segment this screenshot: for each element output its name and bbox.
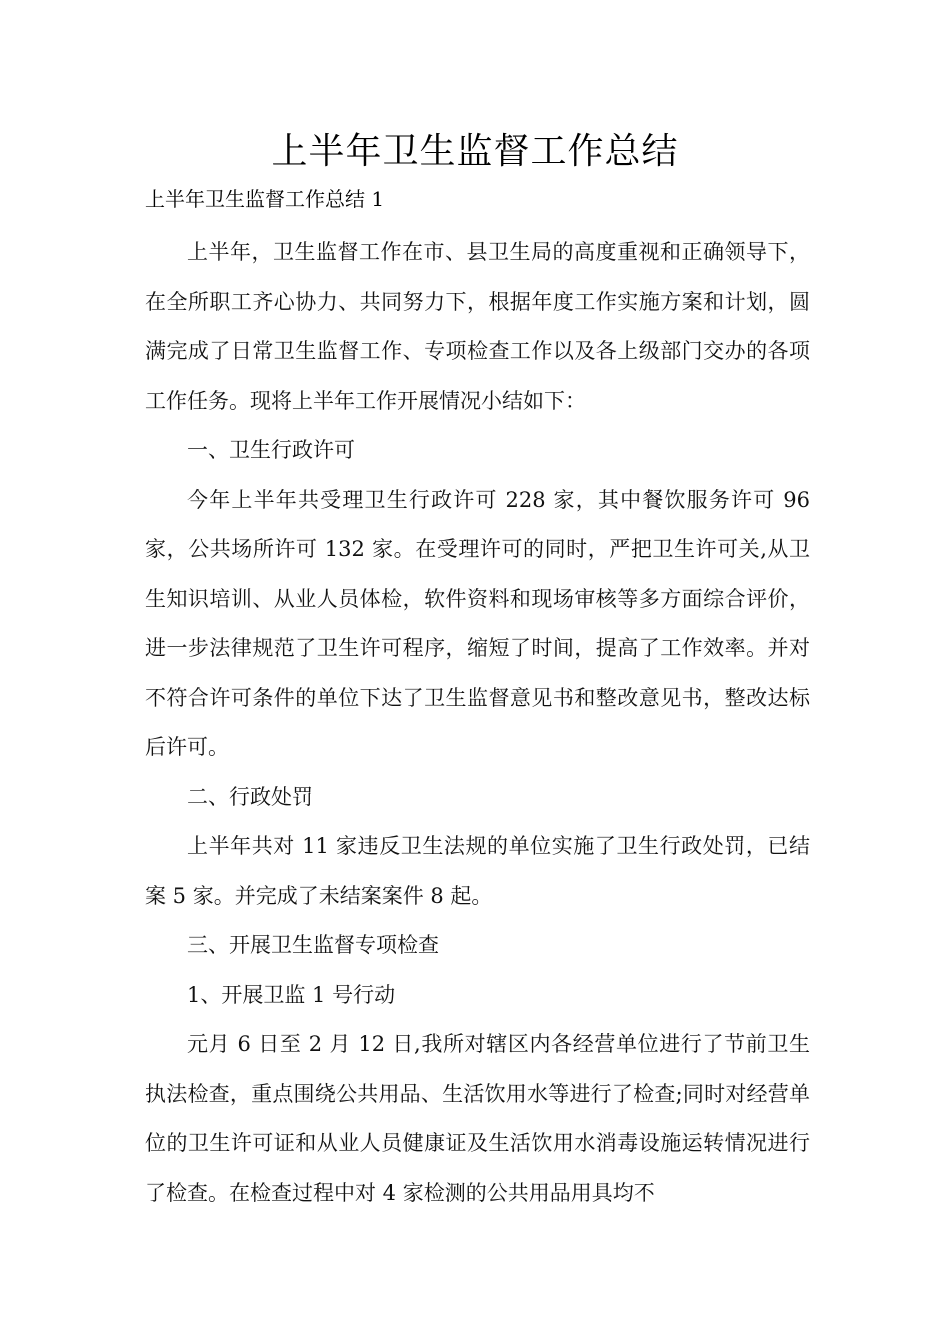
section-heading-penalty: 二、行政处罚 — [187, 784, 313, 809]
paragraph-penalty: 上半年共对 11 家违反卫生法规的单位实施了卫生行政处罚，已结案 5 家。并完成了未结案案件 8 起。 — [145, 834, 810, 908]
paragraph-license: 今年上半年共受理卫生行政许可 228 家，其中餐饮服务许可 96 家，公共场所许可 132 家。在受理许可的同时，严把卫生许可关,从卫生知识培训、从业人员体检，软件资料和现场审核等多方面综合评价，进一步法律规范了卫生许可程序，缩短了时间，提高了工作效率。并对不符合许可条件的单位下达了卫生监督意见书和整改意见书，整改达标后许可。 — [145, 487, 810, 759]
document-subtitle: 上半年卫生监督工作总结 1 — [145, 187, 385, 211]
section-heading-inspection: 三、开展卫生监督专项检查 — [187, 933, 439, 957]
subsection-heading-action-1: 1、开展卫监 1 号行动 — [187, 982, 396, 1007]
paragraph-action-1: 元月 6 日至 2 月 12 日,我所对辖区内各经营单位进行了节前卫生执法检查，重点围绕公共用品、生活饮用水等进行了检查;同时对经营单位的卫生许可证和从业人员健康证及生活饮用水消毒设施运转情况进行了检查。在检查过程中对 4 家检测的公共用品用具均不 — [145, 1032, 810, 1205]
section-heading-license: 一、卫生行政许可 — [187, 438, 355, 462]
document-body — [145, 228, 810, 1218]
paragraph-intro: 上半年，卫生监督工作在市、县卫生局的高度重视和正确领导下，在全所职工齐心协力、共同努力下，根据年度工作实施方案和计划，圆满完成了日常卫生监督工作、专项检查工作以及各上级部门交办的各项工作任务。现将上半年工作开展情况小结如下： — [145, 240, 810, 413]
document-title: 上半年卫生监督工作总结 — [271, 131, 679, 172]
